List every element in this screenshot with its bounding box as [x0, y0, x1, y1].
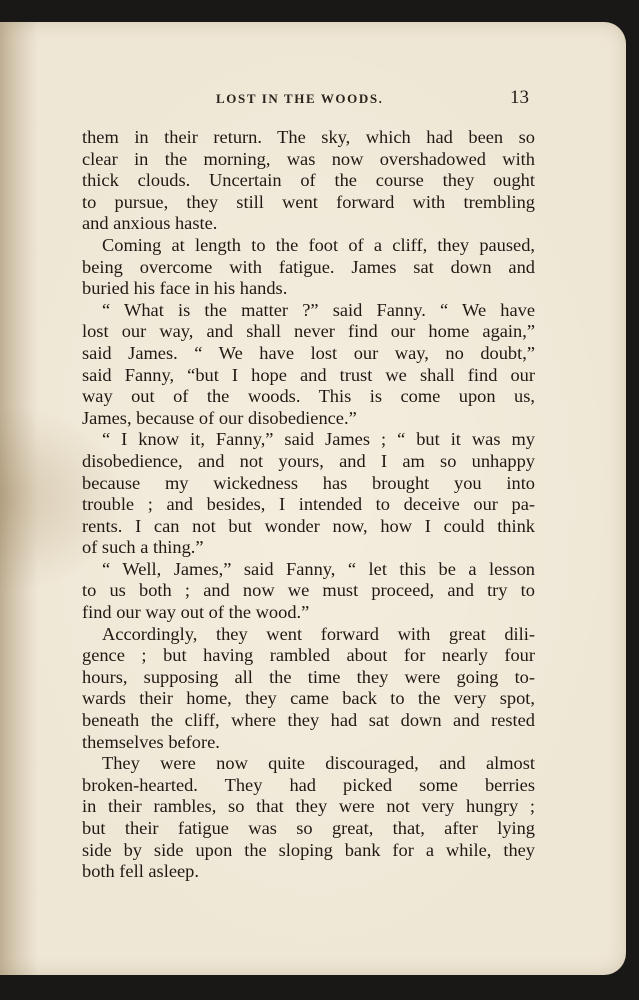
text-line: to us both ; and now we must proceed, and try to	[82, 580, 535, 601]
text-line: gence ; but having rambled about for nearly four	[82, 645, 535, 666]
book-page	[0, 22, 626, 975]
text-line: find our way out of the wood.”	[82, 602, 310, 623]
text-line: but their fatigue was so great, that, after lying	[82, 818, 535, 838]
page-number: 13	[510, 87, 529, 108]
text-line: “ What is the matter ?” said Fanny. “ We have	[102, 299, 535, 320]
text-line: beneath the cliff, where they had sat down and rested	[82, 710, 535, 731]
text-line: disobedience, and not yours, and I am so unhappy	[82, 450, 535, 471]
text-line: “ I know it, Fanny,” said James ; “ but it was my	[102, 429, 535, 450]
text-line: wards their home, they came back to the very spot,	[82, 688, 535, 709]
text-line: said James. “ We have lost our way, no doubt,”	[82, 342, 535, 363]
text-line: hours, supposing all the time they were going to-	[82, 666, 535, 687]
text-line: buried his face in his hands.	[82, 278, 288, 299]
page-header	[0, 87, 626, 109]
text-line: both fell asleep.	[82, 861, 199, 882]
text-line: Coming at length to the foot of a cliff, they paused,	[102, 234, 535, 255]
text-line: them in their return. The sky, which had been so	[82, 127, 535, 147]
text-line: being overcome with fatigue. James sat down and	[82, 256, 535, 277]
running-head: LOST IN THE WOODS.	[216, 91, 384, 106]
text-line: of such a thing.”	[82, 537, 204, 558]
text-line: themselves before.	[82, 731, 220, 752]
text-line: in their rambles, so that they were not very hungry ;	[82, 796, 535, 817]
text-line: clear in the morning, was now overshadowed with	[82, 148, 535, 169]
text-line: side by side upon the sloping bank for a while, they	[82, 839, 535, 860]
text-line: Accordingly, they went forward with great dili-	[102, 623, 535, 644]
text-line: way out of the woods. This is come upon us,	[82, 386, 535, 407]
binding-gutter	[0, 22, 38, 975]
text-line: James, because of our disobedience.”	[82, 407, 357, 428]
text-line: said Fanny, “but I hope and trust we shall find our	[82, 364, 535, 385]
text-line: to pursue, they still went forward with trembling	[82, 191, 535, 212]
text-line: “ Well, James,” said Fanny, “ let this be a lesson	[102, 558, 535, 579]
body-text	[82, 127, 535, 883]
text-line: rents. I can not but wonder now, how I could think	[82, 515, 535, 536]
text-line: because my wickedness has brought you into	[82, 472, 535, 493]
text-line: trouble ; and besides, I intended to deceive our pa-	[82, 494, 535, 515]
text-line: lost our way, and shall never find our home again,”	[82, 321, 535, 342]
text-line: broken-hearted. They had picked some berries	[82, 774, 535, 795]
text-line: They were now quite discouraged, and almost	[102, 753, 535, 774]
text-line: thick clouds. Uncertain of the course they ought	[82, 170, 535, 191]
text-line: and anxious haste.	[82, 213, 218, 234]
